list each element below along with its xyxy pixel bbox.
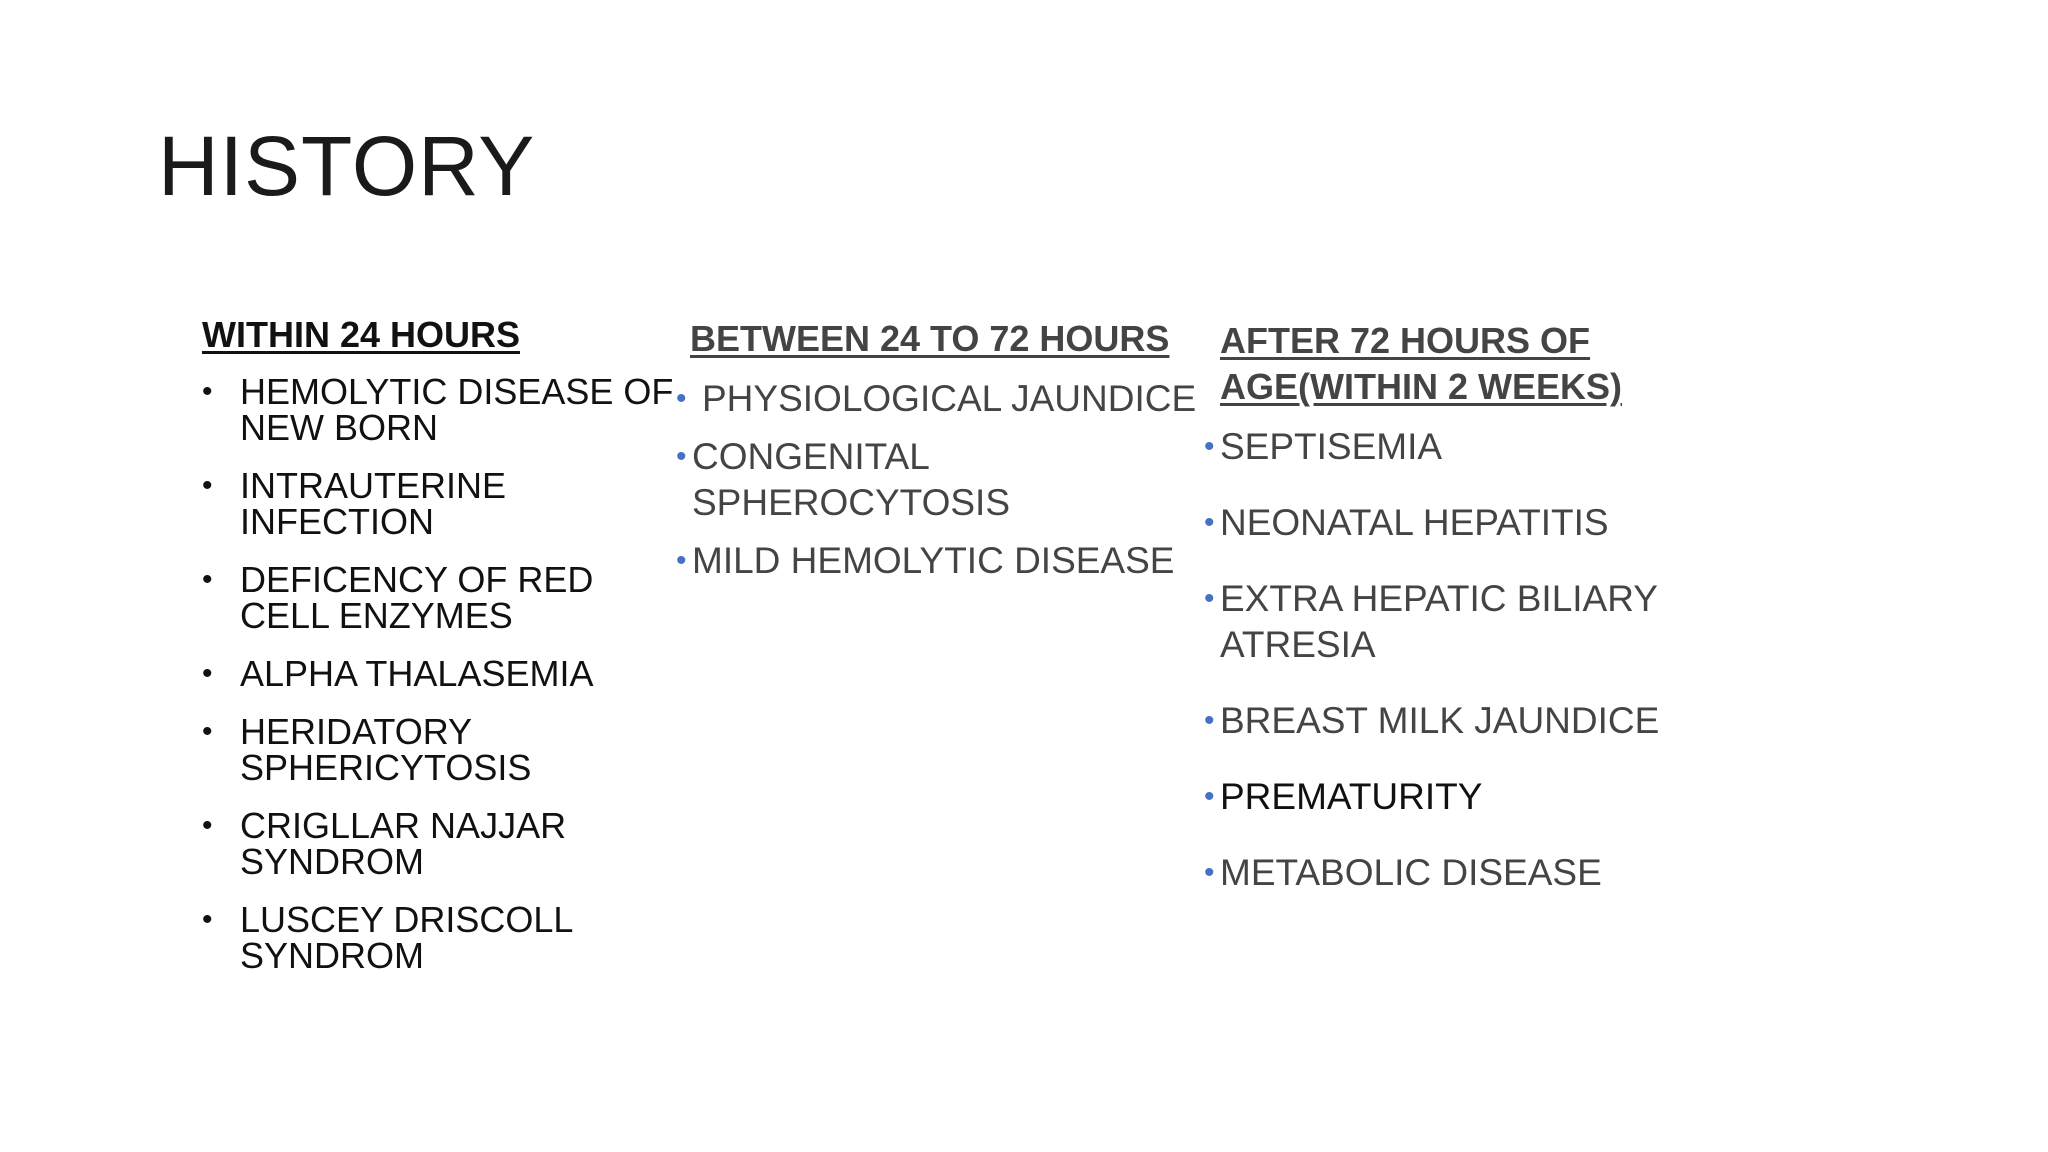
- list-item-text: SEPTISEMIA: [1220, 426, 1443, 467]
- slide-title: HISTORY: [158, 119, 536, 213]
- bullet-icon: •: [676, 440, 687, 473]
- column-heading: AFTER 72 HOURS OF AGE(WITHIN 2 WEEKS): [1220, 320, 1622, 407]
- bullet-icon: •: [1204, 430, 1215, 463]
- bullet-icon: •: [202, 903, 213, 936]
- cause-list: [202, 371, 682, 976]
- list-item: [676, 434, 1210, 526]
- bullet-icon: •: [1204, 856, 1215, 889]
- bullet-icon: •: [202, 563, 213, 596]
- column-within-24-hours: [202, 312, 682, 996]
- bullet-icon: •: [1204, 780, 1215, 813]
- list-item-text: METABOLIC DISEASE: [1220, 852, 1602, 893]
- list-item: [202, 465, 682, 542]
- list-item: [1204, 424, 1740, 470]
- list-item: [202, 559, 682, 636]
- list-item-text: ALPHA THALASEMIA: [240, 653, 594, 694]
- list-item: [1204, 698, 1740, 744]
- list-item-text: PHYSIOLOGICAL JAUNDICE: [702, 378, 1197, 419]
- list-item-text: CONGENITAL SPHEROCYTOSIS: [692, 436, 1011, 523]
- list-item: [1204, 774, 1740, 820]
- list-item: [1204, 500, 1740, 546]
- list-item-text: EXTRA HEPATIC BILIARY ATRESIA: [1220, 578, 1658, 665]
- list-item: [676, 538, 1210, 584]
- column-heading: WITHIN 24 HOURS: [202, 314, 521, 355]
- list-item: [1204, 850, 1740, 896]
- list-item: [1204, 576, 1740, 668]
- list-item: [676, 376, 1210, 422]
- list-item-text: NEONATAL HEPATITIS: [1220, 502, 1609, 543]
- list-item-text: CRIGLLAR NAJJAR SYNDROM: [240, 805, 567, 882]
- list-item-text: DEFICENCY OF RED CELL ENZYMES: [240, 559, 594, 636]
- column-after-72-hours: [1204, 318, 1740, 926]
- bullet-icon: •: [202, 715, 213, 748]
- bullet-icon: •: [676, 382, 687, 415]
- bullet-icon: •: [1204, 582, 1215, 615]
- list-item-text: MILD HEMOLYTIC DISEASE: [692, 540, 1175, 581]
- bullet-icon: •: [202, 375, 213, 408]
- list-item-text: HERIDATORY SPHERICYTOSIS: [240, 711, 532, 788]
- list-item-text: HEMOLYTIC DISEASE OF NEW BORN: [240, 371, 674, 448]
- bullet-icon: •: [202, 469, 213, 502]
- column-heading: BETWEEN 24 TO 72 HOURS: [690, 318, 1170, 359]
- bullet-icon: •: [1204, 704, 1215, 737]
- bullet-icon: •: [202, 809, 213, 842]
- bullet-icon: •: [676, 544, 687, 577]
- list-item: [202, 805, 682, 882]
- list-item-text: PREMATURITY: [1220, 776, 1483, 817]
- list-item: [202, 899, 682, 976]
- cause-list: [1204, 424, 1740, 896]
- list-item-text: BREAST MILK JAUNDICE: [1220, 700, 1660, 741]
- list-item: [202, 653, 682, 694]
- column-between-24-72-hours: [676, 316, 1210, 596]
- list-item: [202, 711, 682, 788]
- list-item-text: LUSCEY DRISCOLL SYNDROM: [240, 899, 573, 976]
- list-item-text: INTRAUTERINE INFECTION: [240, 465, 507, 542]
- list-item: [202, 371, 682, 448]
- bullet-icon: •: [202, 657, 213, 690]
- bullet-icon: •: [1204, 506, 1215, 539]
- cause-list: [676, 376, 1210, 584]
